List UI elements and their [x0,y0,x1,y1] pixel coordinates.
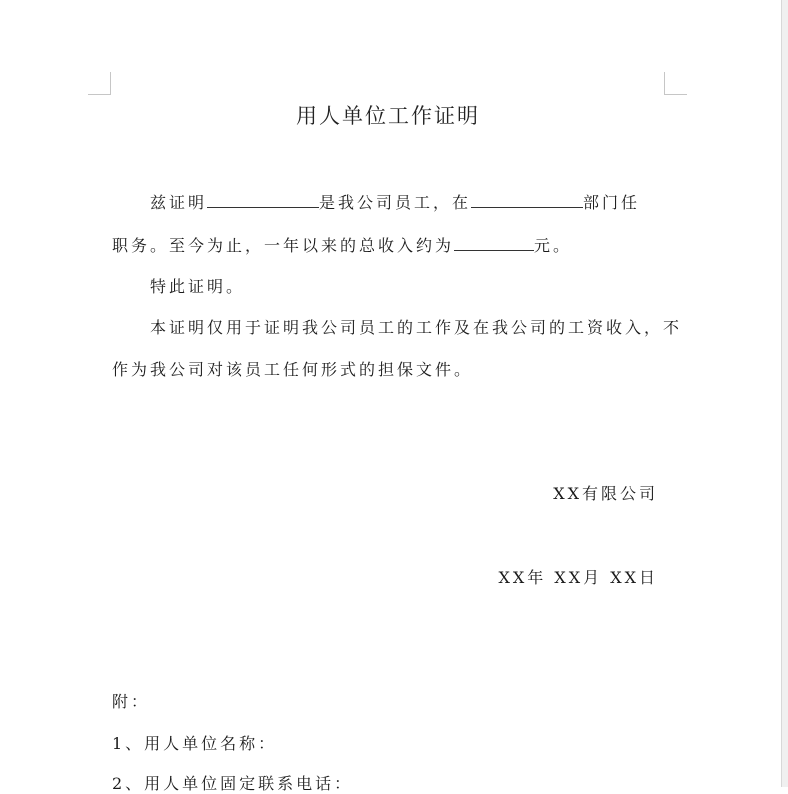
paragraph-disclaimer-line-1[interactable]: 本证明仅用于证明我公司员工的工作及在我公司的工资收入，不 [150,318,683,337]
page-corner-mark-top-left [88,72,111,95]
appendix-item-employer-name[interactable]: 1、用人单位名称： [112,734,278,753]
appendix-item-employer-phone[interactable]: 2、用人单位固定联系电话： [112,774,354,793]
blank-department[interactable] [471,193,583,208]
page-corner-mark-top-right [664,72,687,95]
paragraph-disclaimer-line-2[interactable]: 作为我公司对该员工任何形式的担保文件。 [112,360,474,379]
window-right-edge [781,0,788,787]
text-segment: 是我公司员工，在 [319,193,472,212]
paragraph-certify-line-1[interactable] [150,190,640,213]
text-segment: 职务。至今为止，一年以来的总收入约为 [112,236,455,255]
document-title[interactable]: 用人单位工作证明 [296,104,480,128]
paragraph-certify-line-2[interactable] [112,233,572,256]
paragraph-hereby-certify[interactable]: 特此证明。 [150,277,246,296]
text-segment: 部门任 [583,193,641,212]
blank-income[interactable] [454,236,534,251]
signature-date[interactable]: XX年 XX月 XX日 [498,568,658,587]
company-signature[interactable]: XX有限公司 [553,484,658,503]
blank-employee-name[interactable] [207,193,319,208]
appendix-label[interactable]: 附： [112,692,151,711]
text-segment: 元。 [534,236,573,255]
text-segment: 兹证明 [150,193,208,212]
